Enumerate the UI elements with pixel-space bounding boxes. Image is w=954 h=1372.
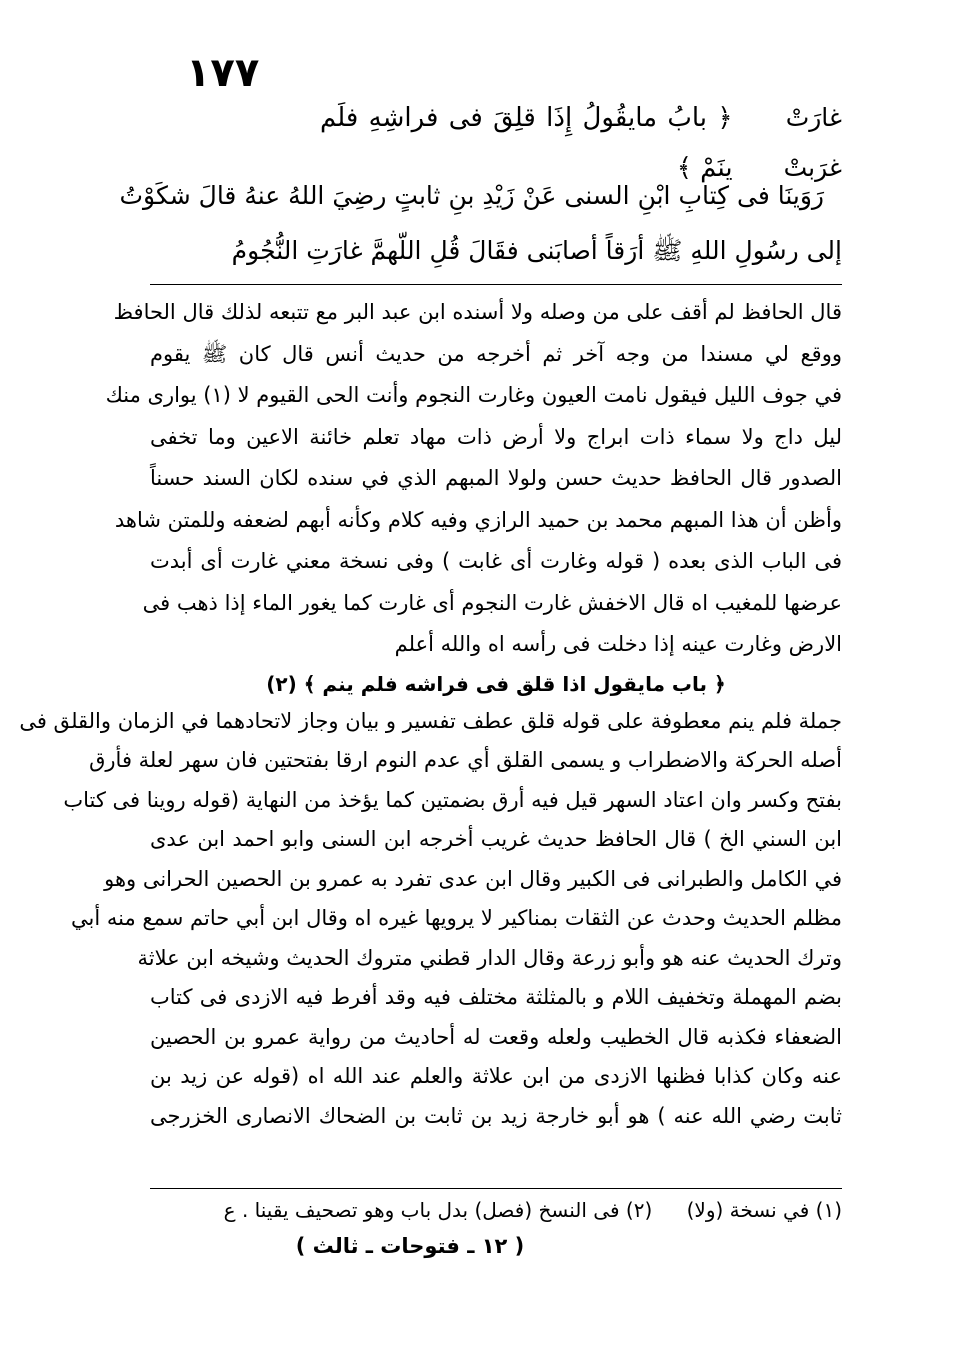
commentary-line: عرضها للمغيب اه قال الاخفش غارت النجوم أى غارت كما يغور الماء إذا ذهب فى [142, 590, 842, 615]
chapter-heading-row [150, 103, 842, 183]
commentary-lower [19, 702, 842, 1137]
commentary-line: الصدور قال الحافظ حديث حسن ولولا المبهم الذي في سنده لكان السند حسناً [150, 466, 842, 490]
commentary-line: وترك الحديث عنه هو وأبو زرعة وقال الدار قطني متروك الحديث وشيخه ابن علاثة [137, 945, 842, 970]
hadith-line: رَوَينَا فى كِتابِ ابْنِ السنى عَنْ زَيْدِ بنِ ثابتٍ رضِيَ اللهُ عنهُ قالَ شكَوْتُ [119, 181, 824, 210]
commentary-line: ليل داج ولا سماء ذات ابراج ولا أرض ذات مهاد تعلم خائنة الاعين وما تخفى [150, 424, 842, 449]
commentary-line: بفتح وكسر وان اعتاد السهر قيل فيه أرق بضمتين كما يؤخذ من النهاية (قوله روينا فى كتاب [63, 787, 842, 812]
margin-gloss: غارَتْ غرَبتْ [783, 103, 842, 182]
hadith-line: إلى رسُولِ اللهِ ﷺ أرَقاً أصابَنى فقَالَ قُلِ اللّهمَّ غارَتِ النُّجُومُ [231, 236, 842, 265]
commentary-line: مظلم الحديث وحدث عن الثقات بمناكير لا يرويها غيره اه وقال ابن أبي حاتم سمع منه أبي [71, 906, 842, 930]
commentary-line: ثابت رضي الله عنه ) هو أبو خارجة زيد بن ثابت بن الضحاك الانصارى الخزرجى [150, 1103, 842, 1128]
commentary-line: أصله الحركة والاضطراب و يسمى القلق أي عدم النوم ارقا بفتحتين فان سهر لعلة فأرق [89, 748, 842, 772]
commentary-line: جملة فلم ينم معطوفة على قوله قلق عطف تفسير و بيان وجاز لاتحادهما في الزمان والقلق فى [19, 708, 842, 733]
footnote-divider [150, 1188, 842, 1189]
chapter-title: ﴿ بابُ مايقُولُ إِذَا قلِقَ فى فراشِهِ فلَم ينَمْ ﴾ [320, 103, 733, 183]
footnote: (١) في نسخة (ولا) [686, 1198, 842, 1222]
commentary-line: قال الحافظ لم أقف على من وصله ولا أسنده ابن عبد البر مع تتبعه لذلك قال الحافظ [113, 300, 842, 324]
text-divider [150, 284, 842, 285]
commentary-line: في الكامل والطبرانى فى الكبير وقال ابن عدى تفرد به عمرو بن الحصين الحرانى وهو [104, 866, 842, 891]
footnote: (٢) فى النسخ (فصل) بدل باب وهو تصحيف يقينا . ع [223, 1198, 653, 1222]
commentary-line: عنه وكان كذابا فظنها الازدى من ابن علاثة والعلم عند الله اه (قوله عن زيد بن [150, 1064, 842, 1088]
page-number: ١٧٧ [186, 50, 260, 96]
commentary-line: بضم المهملة وتخفيف اللام و بالمثلثة مختلف فيه وقد أفرط فيه الازدى فى كتاب [150, 985, 842, 1009]
commentary-line: ابن السني الخ ) قال الحافظ حديث غريب أخرجه ابن السنى وابو احمد ابن عدى [150, 827, 842, 851]
commentary-upper [105, 292, 842, 666]
commentary-line: فى الباب الذى بعده ( قوله وغارت أى غابت ) وفى نسخة معني غارت أى أبدت [150, 549, 842, 573]
commentary [19, 292, 842, 1136]
footnotes [150, 1194, 842, 1226]
commentary-line: وأظن أن هذا المبهم محمد بن حميد الرازي وفيه كلام وكأنه أبهم لضعفه وللمتن شاهد [114, 507, 842, 532]
sub-heading: ﴿ باب مايقول اذا قلق فى فراشه فلم ينم ﴾ (٢) [266, 671, 726, 696]
printer-signature: ( ١٢ ـ فتوحات ـ ثالث ) [295, 1234, 525, 1258]
commentary-line: في جوف الليل فيقول نامت العيون وغارت النجوم وأنت الحى القيوم لا (١) يوارى منك [105, 383, 842, 407]
commentary-line: الارض وغارت عينه إذا دخلت فى رأسه اه والله أعلم [394, 632, 842, 656]
main-text [119, 103, 842, 278]
commentary-line: ووقع لي مسندا من وجه آخر ثم أخرجه من حديث أنس قال كان ﷺ يقوم [150, 341, 842, 366]
commentary-line: الضعفاء فكذبه قال الخطيب ولعله وقعت له أحاديث من رواية عمرو بن الحصين [150, 1024, 842, 1049]
